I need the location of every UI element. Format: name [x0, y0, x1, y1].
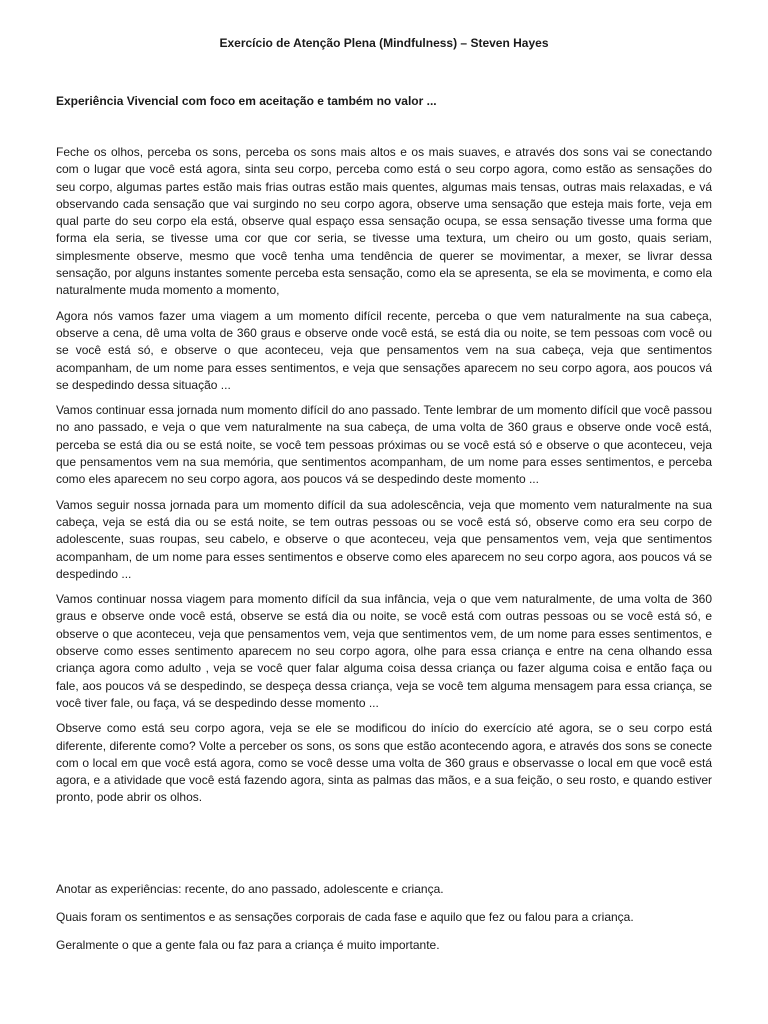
paragraph-sensations: Feche os olhos, perceba os sons, perceba os sons mais altos e os mais suaves, e através dos sons vai se conectando com o lugar que você está agora, sinta seu corpo, perceba como está o seu corpo agora, como estão as sensações do seu corpo, algumas partes estão mais frias outras estão mais quentes, algumas mais tensas, outras mais relaxadas, e vá observando cada sensação que vai surgindo no seu corpo agora, observe uma sensação que esteja mais forte, veja em qual parte do seu corpo ela está, observe qual espaço essa sensação ocupa, se essa sensação tivesse uma forma que forma ela seria, se tivesse uma cor que cor seria, se tivesse uma textura, um cheiro ou um gosto, quais seriam, simplesmente observe, mesmo que você tenha uma tendência de querer se movimentar, a mexer, se livrar dessa sensação, por alguns instantes somente perceba esta sensação, como ela se apresenta, se ela se movimenta, e como ela naturalmente muda momento a momento, — [56, 145, 712, 298]
notes-section — [56, 881, 712, 965]
paragraph-adolescence: Vamos seguir nossa jornada para um momento difícil da sua adolescência, veja que momento vem naturalmente na sua cabeça, veja se está dia ou se está noite, se tem outras pessoas ou se você está só, observe como era seu corpo de adolescente, suas roupas, seu cabelo, e observe o que aconteceu, veja que pensamentos vem, veja que sentimentos acompanham, de um nome para esses sentimentos e observe como eles aparecem no seu corpo agora, aos poucos vá se despedindo ... — [56, 497, 712, 581]
note-item: Anotar as experiências: recente, do ano passado, adolescente e criança. — [56, 882, 444, 896]
document-title: Exercício de Atenção Plena (Mindfulness) – Steven Hayes — [219, 36, 549, 50]
paragraph-recent-moment: Agora nós vamos fazer uma viagem a um momento difícil recente, perceba o que vem naturalmente na sua cabeça, observe a cena, dê uma volta de 360 graus e observe onde você está, se está dia ou noite, se tem pessoas com você ou se você está só, e observe o que aconteceu, veja que pensamentos vem na sua cabeça, veja que sentimentos acompanham, de um nome para esses sentimentos, e veja que sensações aparecem no seu corpo agora, aos poucos vá se despedindo dessa situação ... — [56, 308, 712, 392]
document-subtitle: Experiência Vivencial com foco em aceitação e também no valor ... — [56, 94, 437, 108]
paragraph-childhood: Vamos continuar nossa viagem para momento difícil da sua infância, veja o que vem naturalmente, de uma volta de 360 graus e observe onde você está, observe se está dia ou noite, se você está com outras pessoas ou se você está só, e observe o que aconteceu, veja que pensamentos vem, veja que sentimentos vem, de um nome para esses sentimentos, e observe como esses sentimento aparecem no seu corpo agora, olhe para essa criança e entre na cena olhando essa criança agora como adulto , veja se você quer falar alguma coisa dessa criança ou fazer alguma coisa e então faça ou fale, aos poucos vá se despedindo, se despeça dessa criança, veja se você tem alguma mensagem para essa criança, se você tiver fale, ou faça, vá se despedindo desse momento ... — [56, 592, 712, 710]
paragraph-closing: Observe como está seu corpo agora, veja se ele se modificou do início do exercício até agora, se o seu corpo está diferente, diferente como? Volte a perceber os sons, os sons que estão acontecendo agora, e através dos sons se conecte com o local em que você está agora, como se você desse uma volta de 360 graus e observasse o local em que você está agora, e a atividade que você está fazendo agora, sinta as palmas das mãos, e a sua feição, o seu rosto, e quando estiver pronto, pode abrir os olhos. — [56, 721, 712, 805]
note-item: Geralmente o que a gente fala ou faz para a criança é muito importante. — [56, 938, 440, 952]
note-item: Quais foram os sentimentos e as sensações corporais de cada fase e aquilo que fez ou falou para a criança. — [56, 910, 634, 924]
paragraph-last-year: Vamos continuar essa jornada num momento difícil do ano passado. Tente lembrar de um momento difícil que você passou no ano passado, e veja o que vem naturalmente na sua cabeça, de uma volta de 360 graus e observe onde você está, perceba se está dia ou se está noite, se você tem pessoas próximas ou se você está só e observe o que aconteceu, veja que pensamentos vem na sua memória, que sentimentos acompanham, de um nome para esses sentimentos, e perceba como eles aparecem no seu corpo agora, aos poucos vá se despedindo deste momento ... — [56, 403, 712, 487]
exercise-body — [56, 144, 712, 815]
